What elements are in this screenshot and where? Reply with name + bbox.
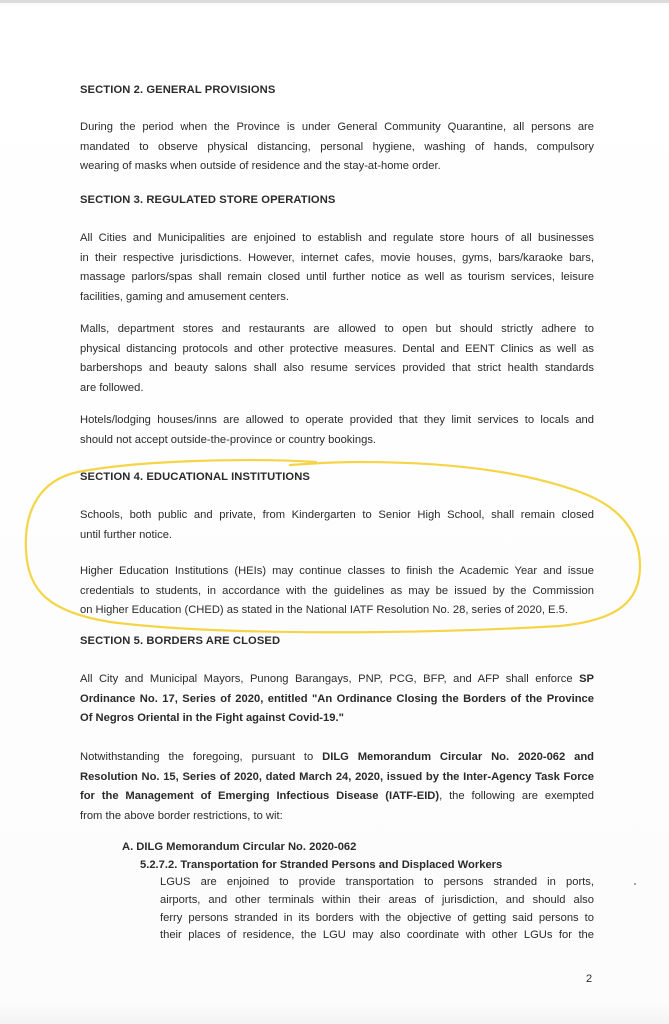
text-line: All Cities and Municipalities are enjoined to establish and regulate store hours of all businesses (80, 232, 594, 244)
text-run: All City and Municipal Mayors, Punong Barangays, PNP, PCG, BFP, and AFP shall enforce (80, 673, 580, 685)
section-3-paragraph-3 (80, 411, 594, 450)
section-5-heading: SECTION 5. BORDERS ARE CLOSED (80, 635, 281, 647)
text-line (80, 748, 594, 768)
text-line: facilities, gaming and amusement centers. (80, 290, 289, 303)
section-5-paragraph-1 (80, 670, 594, 729)
text-line (80, 670, 594, 690)
text-line: Higher Education Institutions (HEIs) may continue classes to finish the Academic Year and issue (80, 565, 594, 577)
text-line (80, 787, 594, 807)
text-run: , the following are exempted (439, 790, 594, 802)
text-line: airports, and other terminals within their areas of jurisdiction, and should also (160, 893, 594, 906)
section-3-paragraph-1 (80, 229, 594, 307)
text-line: During the period when the Province is under General Community Quarantine, all persons are (80, 121, 594, 133)
section-4-paragraph-1 (80, 506, 594, 545)
section-4-heading: SECTION 4. EDUCATIONAL INSTITUTIONS (80, 471, 310, 483)
section-2-heading: SECTION 2. GENERAL PROVISIONS (80, 84, 276, 96)
section-3-heading: SECTION 3. REGULATED STORE OPERATIONS (80, 194, 336, 206)
text-line: Resolution No. 15, Series of 2020, dated March 24, 2020, issued by the Inter-Agency Task Force (80, 770, 594, 783)
section-3-paragraph-2 (80, 320, 594, 398)
text-line: their places of residence, the LGU may also coordinate with other LGUs for the (160, 929, 594, 942)
text-line: in their respective jurisdictions. However, internet cafes, movie houses, gyms, bars/karaoke bars, (80, 251, 594, 264)
text-line: massage parlors/spas shall remain closed until further notice as well as tourism services, leisure (80, 271, 594, 283)
section-4-paragraph-2 (80, 562, 594, 621)
page-top-edge (0, 0, 669, 3)
section-5-paragraph-2 (80, 748, 594, 826)
text-line: credentials to students, in accordance with the guidelines as may be issued by the Commission (80, 584, 594, 597)
text-line: mandated to observe physical distancing, personal hygiene, washing of hands, compulsory (80, 140, 594, 153)
text-line: should not accept outside-the-province or country bookings. (80, 433, 377, 446)
text-run-bold: SP (579, 673, 594, 685)
scan-speck (634, 883, 636, 885)
text-line: on Higher Education (CHED) as stated in the National IATF Resolution No. 28, series of 2020, E.5. (80, 604, 568, 616)
text-line: until further notice. (80, 528, 173, 541)
list-item-a-paragraph (160, 874, 594, 945)
text-line: physical distancing protocols and other protective measures. Dental and EENT Clinics as well as (80, 342, 594, 355)
text-line: LGUS are enjoined to provide transportation to persons stranded in ports, (160, 876, 594, 888)
text-line: Ordinance No. 17, Series of 2020, entitled "An Ordinance Closing the Borders of the Province (80, 692, 594, 705)
text-line: are followed. (80, 381, 144, 394)
section-2-paragraph (80, 118, 594, 177)
page-number: 2 (586, 973, 593, 985)
text-run-bold: for the Management of Emerging Infectious Disease (IATF-EID) (80, 790, 440, 802)
text-run: Notwithstanding the foregoing, pursuant to (80, 751, 323, 763)
text-line: Of Negros Oriental in the Fight against Covid-19." (80, 712, 344, 724)
text-line: Malls, department stores and restaurants are allowed to open but should strictly adhere to (80, 323, 594, 335)
text-line: Hotels/lodging houses/inns are allowed to operate provided that they limit services to locals and (80, 414, 594, 426)
list-item-a-subheading: 5.2.7.2. Transportation for Stranded Persons and Displaced Workers (140, 859, 503, 871)
text-line: wearing of masks when outside of residence and the stay-at-home order. (80, 160, 441, 172)
text-line: from the above border restrictions, to wit: (80, 809, 283, 822)
list-item-a-heading: A. DILG Memorandum Circular No. 2020-062 (122, 841, 357, 853)
text-run-bold: DILG Memorandum Circular No. 2020-062 and (322, 751, 594, 763)
text-line: Schools, both public and private, from Kindergarten to Senior High School, shall remain closed (80, 509, 594, 521)
text-line: ferry persons stranded in its borders with the objective of getting said persons to (160, 911, 594, 924)
text-line: barbershops and beauty salons shall also resume services provided that strict health standards (80, 362, 594, 374)
